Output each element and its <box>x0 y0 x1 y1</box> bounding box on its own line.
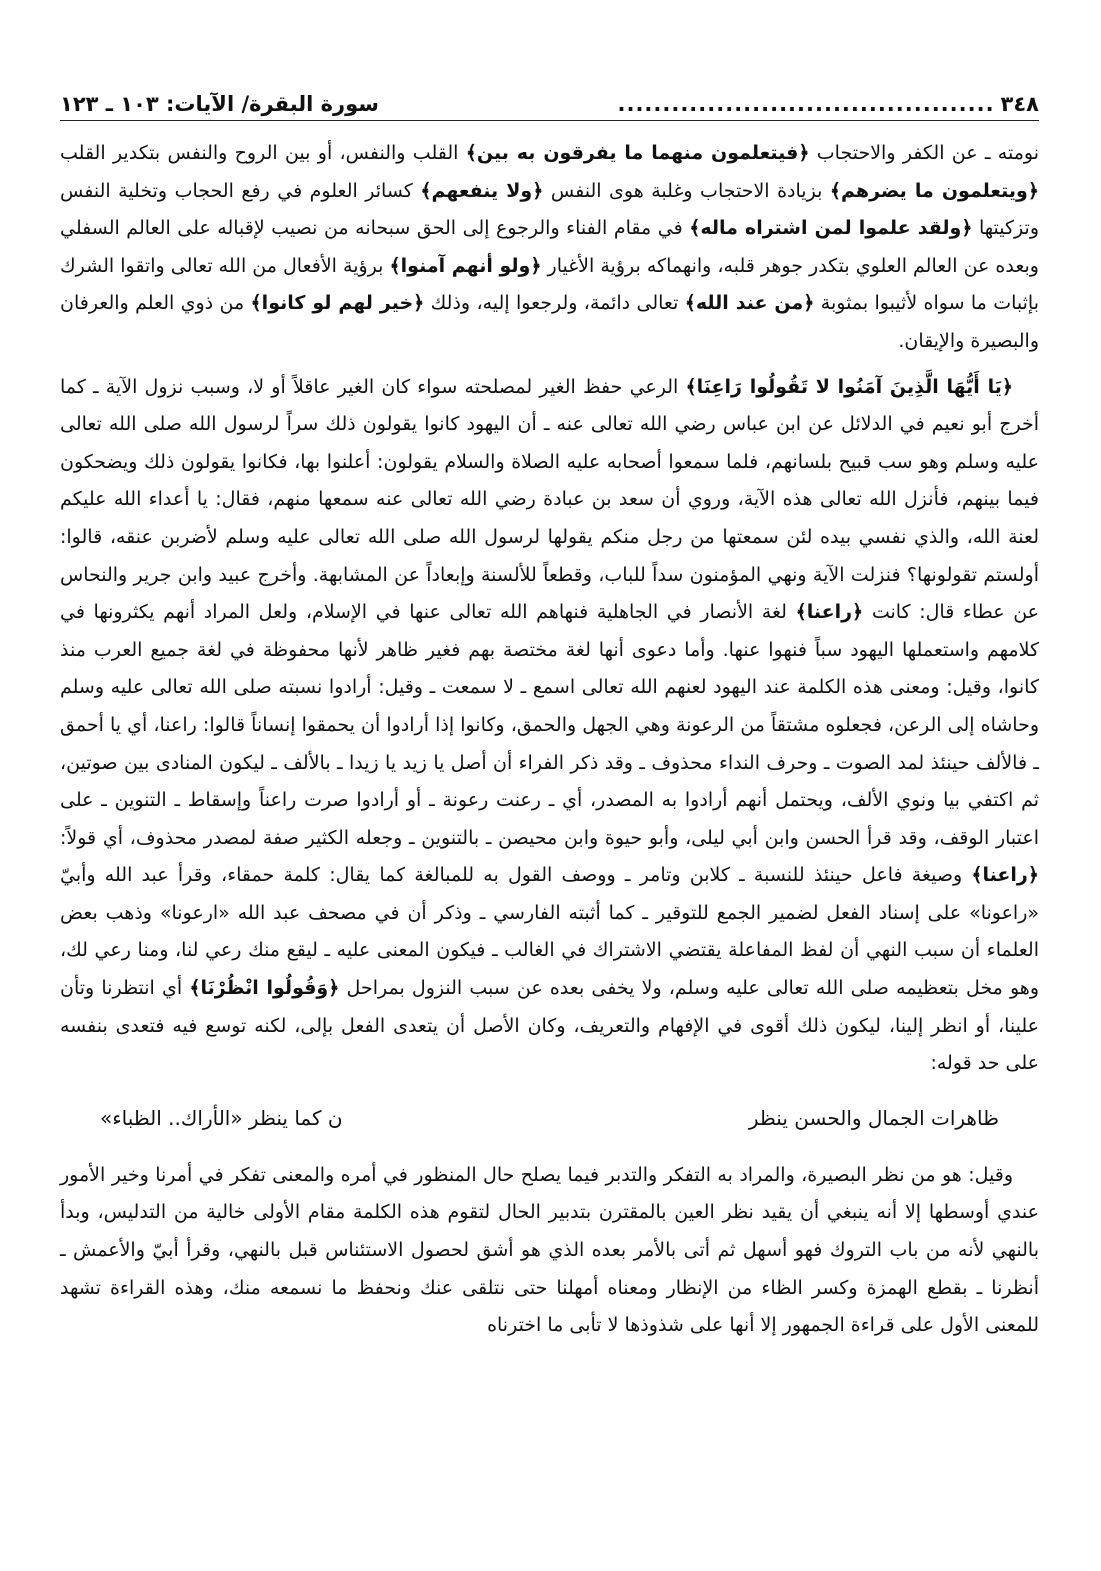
paragraph-2 <box>60 369 1039 1083</box>
main-text <box>60 135 1039 1083</box>
quran-quote: ﴿راعنا﴾ <box>971 864 1039 887</box>
document-page <box>60 80 1039 1551</box>
text-run: من ذوي العلم والعرفان والبصيرة والإيقان. <box>60 292 1039 352</box>
verse-first-hemistich: ظاهرات الجمال والحسن ينظر <box>748 1105 999 1130</box>
text-run: القلب والنفس، أو بين الروح والنفس بتكدير القلب <box>60 142 466 164</box>
text-run: نومته ـ عن الكفر والاحتجاب <box>809 142 1039 164</box>
text-run: لغة الأنصار في الجاهلية فنهاهم الله تعالى عنها في الإسلام، ولعل المراد أنهم يكثرونها في كلامهم واستعملها اليهود سباً فنهوا عنها. وأما دعوى أنها لغة مختصة بهم فغير ظاهر لأنها محفوظة في لغة جميع العرب منذ كانوا، وقيل: ومعنى هذه الكلمة عند اليهود لعنهم الله تعالى اسمع ـ لا سمعت ـ وقيل: أرادوا نسبته صلى الله تعالى عليه وسلم وحاشاه إلى الرعن، فجعلوه مشتقاً من الرعونة وهي الجهل والحمق، وكانوا إذا أرادوا أن يحمقوا إنساناً قالوا: راعنا، أي يا أحمق ـ فالألف حينئذ لمد الصوت ـ وحرف النداء محذوف ـ وقد ذكر الفراء أن أصل يا زيد يا زيدا ـ بالألف ـ ليكون المنادى بين صوتين، ثم اكتفي بيا ونوي الألف، ويحتمل أنهم أرادوا به المصدر، أي ـ رعنت رعونة ـ أو أرادوا صرت راعناً وإسقاط ـ التنوين ـ على اعتبار الوقف، وقد قرأ الحسن وابن أبي ليلى، وأبو حيوة وابن محيصن ـ بالتنوين ـ وجعله الكثير صفة لمصدر محذوف، أي قولاً: <box>60 601 1039 849</box>
text-run: أي انتظرنا وتأن علينا، أو انظر إلينا، ليكون ذلك أقوى في الإفهام والتعريف، وكان الأصل أن يتعدى الفعل بإلى، لكنه توسع فيه فتعدى بنفسه على حد قوله: <box>60 977 1039 1075</box>
surah-reference: سورة البقرة/ الآيات: ١٠٣ ـ ١٢٣ <box>60 92 379 116</box>
paragraph-3 <box>60 1157 1039 1345</box>
header-leader-dots: .......................................... <box>617 92 995 116</box>
verse-second-hemistich: ن كما ينظر «الأراك.. الظباء» <box>100 1105 343 1130</box>
poetry-verse <box>100 1101 999 1135</box>
quran-quote: ﴿يَا أَيُّهَا الَّذِينَ آمَنُوا لا تَقُولُوا رَاعِنَا﴾ <box>685 375 1013 398</box>
quran-quote: ﴿من عند الله﴾ <box>684 292 815 315</box>
quran-quote: ﴿ويتعلمون ما يضرهم﴾ <box>829 179 1039 202</box>
paragraph-1 <box>60 135 1039 361</box>
text-run: كسائر العلوم في رفع الحجاب وتخلية النفس وتزكيتها <box>60 179 1039 240</box>
quran-quote: ﴿ولقد علموا لمن اشتراه ماله﴾ <box>689 217 973 240</box>
text-run: تعالى دائمة، ولرجعوا إليه، وذلك <box>424 292 685 315</box>
text-run: الرعي حفظ الغير لمصلحته سواء كان الغير عاقلاً أو لا، وسبب نزول الآية ـ كما أخرج أبو نعيم في الدلائل عن ابن عباس رضي الله تعالى عنه ـ أن اليهود كانوا يقولون ذلك سراً لرسول الله صلى الله تعالى عليه وسلم وهو سب قبيح بلسانهم، فلما سمعوا أصحابه عليه الصلاة والسلام يقولون: أعلنوا بها، فكانوا يقولون ذلك ويضحكون فيما بينهم، فأنزل الله تعالى هذه الآية، وروي أن سعد بن عبادة رضي الله تعالى عنه سمعها منهم، فقال: يا أعداء الله عليكم لعنة الله، والذي نفسي بيده لئن سمعتها من رجل منكم يقولها لرسول الله صلى الله تعالى عليه وسلم لأضربن عنقه، قالوا: أولستم تقولونها؟ فنزلت الآية ونهي المؤمنون سداً للباب، وقطعاً للألسنة وإبعاداً عن المشابهة. وأخرج عبيد وابن جرير والنحاس عن عطاء قال: كانت <box>60 375 1039 624</box>
text-run: وقيل: هو من نظر البصيرة، والمراد به التفكر والتدبر فيما يصلح حال المنظور في أمره والمعنى تفكر في أمرنا وخير الأمور عندي أوسطها إلا أنه ينبغي أن يقيد نظر العين بالمقترن بتدبير الحال لتقوم هذه الكلمة مقام الأولى خالية من التدليس، وبدأ بالنهي لأنه من باب التروك فهو أسهل ثم أتى بالأمر بعده الذي هو أشق لحصول الاستئناس قبل بالنهي، وقرأ أبيّ والأعمش ـ أنظرنا ـ بقطع الهمزة وكسر الظاء من الإنظار ومعناه أمهلنا حتى نتلقى عنك ونحفظ ما نسمعه منك، وهذه القراءة تشهد للمعنى الأول على قراءة الجمهور إلا أنها على شذوذها لا تأبى ما اخترناه <box>60 1163 1039 1337</box>
quran-quote: ﴿فيتعلمون منهما ما يفرقون به بين﴾ <box>465 142 810 164</box>
quran-quote: ﴿وَقُولُوا انْظُرْنَا﴾ <box>189 977 340 1000</box>
quran-quote: ﴿راعنا﴾ <box>795 601 864 624</box>
quran-quote: ﴿خير لهم لو كانوا﴾ <box>250 292 425 315</box>
text-run: وصيغة فاعل حينئذ للنسبة ـ كلابن وتامر ـ ووصف القول به للمبالغة كما يقال: كلمة حمقاء، وقرأ عبد الله وأبيّ «راعونا» على إسناد الفعل لضمير الجمع للتوقير ـ كما أثبته الفارسي ـ وذكر أن في مصحف عبد الله «ارعونا» وذهب بعض العلماء أن سبب النهي أن لفظ المفاعلة يقتضي الاشتراك في الغالب ـ فيكون المعنى عليه ـ ليقع منك رعي لنا، ومنا رعي لك، وهو مخل بتعظيمه صلى الله تعالى عليه وسلم، ولا يخفى بعده عن سبب النزول بمراحل <box>60 864 1040 1000</box>
text-run: برؤية الأفعال من الله تعالى واتقوا الشرك بإثبات ما سواه لأثيبوا بمثوبة <box>60 254 1040 315</box>
page-number: ٣٤٨ <box>1000 92 1039 116</box>
running-header <box>60 80 1039 121</box>
text-run: بزيادة الاحتجاب وغلبة هوى النفس <box>543 179 830 202</box>
quran-quote: ﴿ولا ينفعهم﴾ <box>420 179 544 202</box>
text-run: في مقام الفناء والرجوع إلى الحق سبحانه من نصيب لإقباله على العالم السفلي وبعده عن العالم العلوي بتكدر جوهر قلبه، وانهماكه برؤية الأغيار <box>60 217 1039 277</box>
quran-quote: ﴿ولو أنهم آمنوا﴾ <box>389 254 542 277</box>
